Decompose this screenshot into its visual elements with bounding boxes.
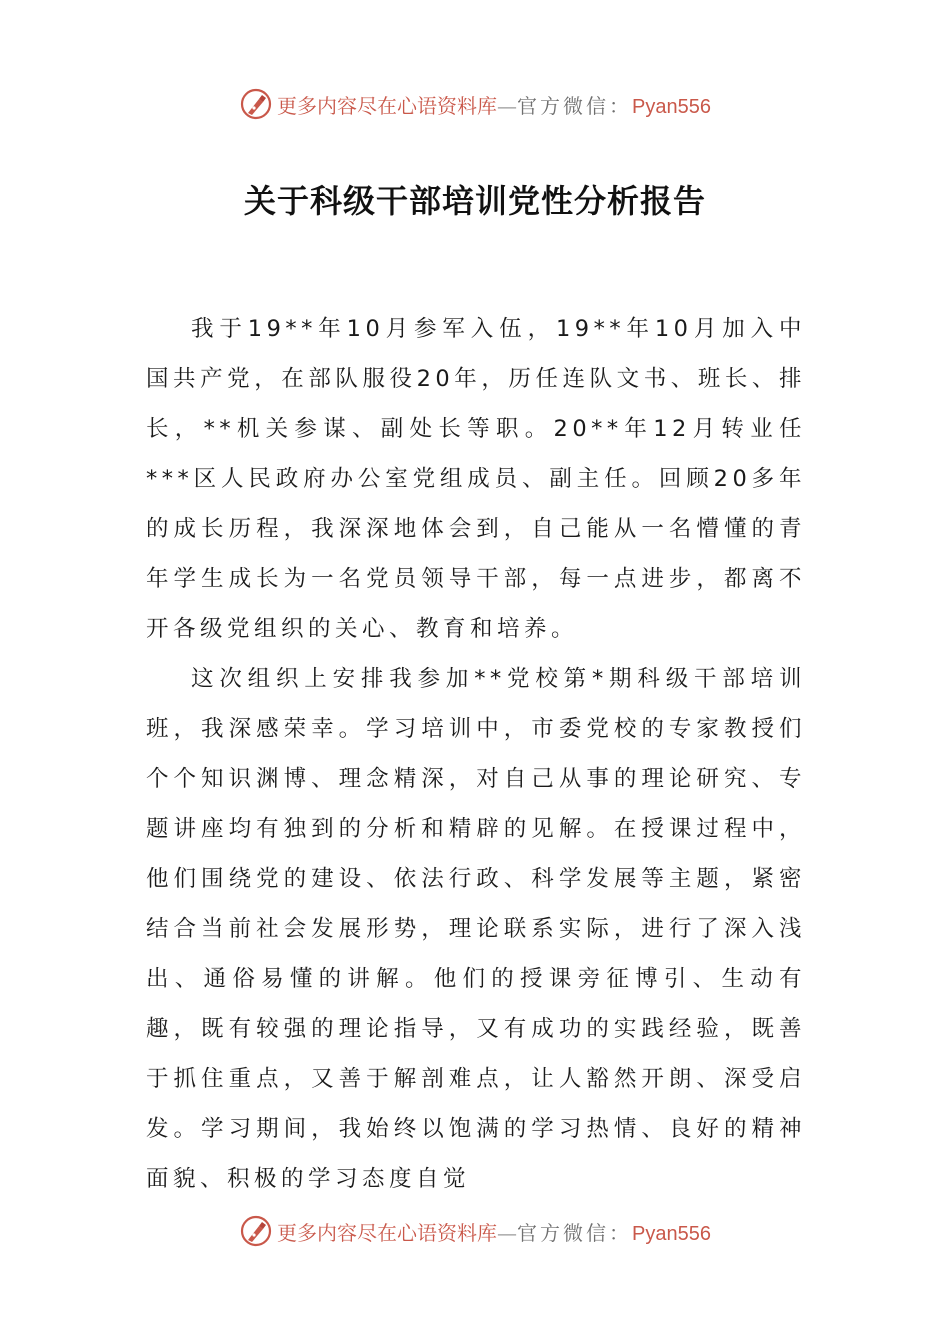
paragraph-2: 这次组织上安排我参加**党校第*期科级干部培训班，我深感荣幸。学习培训中，市委党校的专家教授们个个知识渊博、理念精深，对自己从事的理论研究、专题讲座均有独到的分析和精辟的见解。在授课过程中，他们围绕党的建设、依法行政、科学发展等主题，紧密结合当前社会发展形势，理论联系实际，进行了深入浅出、通俗易懂的讲解。他们的授课旁征博引、生动有趣，既有较强的理论指导，又有成功的实践经验，既善于抓住重点，又善于解剖难点，让人豁然开朗、深受启发。学习期间，我始终以饱满的学习热情、良好的精神面貌、积极的学习态度自觉 xyxy=(146,666,806,1192)
pen-nib-logo-icon xyxy=(239,87,273,121)
header-wechat-label: 官方微信： xyxy=(517,93,633,118)
footer-site-text: 更多内容尽在心语资料库 xyxy=(277,1220,498,1245)
header-banner-text xyxy=(277,90,711,119)
footer-banner-text xyxy=(277,1217,711,1246)
document-title: 关于科级干部培训党性分析报告 xyxy=(243,182,706,220)
pen-nib-logo-icon xyxy=(239,1214,273,1248)
footer-banner xyxy=(0,1211,950,1251)
header-site-text: 更多内容尽在心语资料库 xyxy=(277,93,498,118)
paragraph-1: 我于19**年10月参军入伍，19**年10月加入中国共产党，在部队服役20年，历任连队文书、班长、排长，**机关参谋、副处长等职。20**年12月转业任***区人民政府办公室党组成员、副主任。回顾20多年的成长历程，我深深地体会到，自己能从一名懵懂的青年学生成长为一名党员领导干部，每一点进步，都离不开各级党组织的关心、教育和培养。 xyxy=(146,316,806,642)
footer-separator: — xyxy=(497,1220,518,1245)
footer-wechat-id: Pyan556 xyxy=(632,1222,711,1245)
header-banner xyxy=(0,84,950,124)
header-separator: — xyxy=(497,93,518,118)
header-wechat-id: Pyan556 xyxy=(632,95,711,118)
document-body xyxy=(146,304,806,1204)
footer-wechat-label: 官方微信： xyxy=(517,1220,633,1245)
